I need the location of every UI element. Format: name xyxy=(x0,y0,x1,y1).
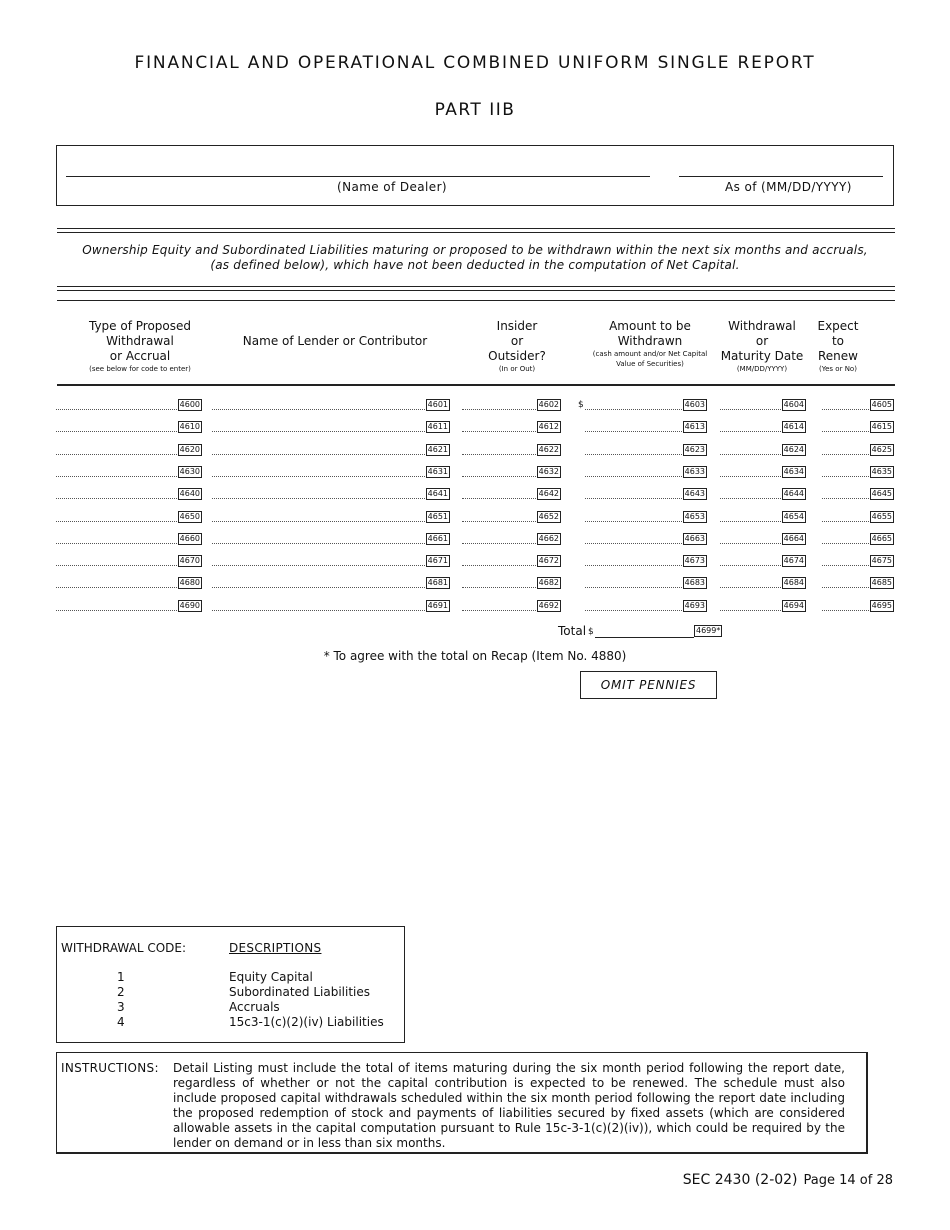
entry-underline xyxy=(212,521,425,522)
col-name-header xyxy=(210,334,460,349)
entry-underline xyxy=(720,610,781,611)
entry-underline xyxy=(462,610,536,611)
entry-underline xyxy=(822,498,869,499)
entry-lender-field[interactable] xyxy=(212,555,450,567)
entry-type-field[interactable] xyxy=(56,533,202,545)
item-code-box: 4612 xyxy=(538,422,559,432)
entry-date-field[interactable] xyxy=(720,488,806,500)
item-code-box: 4623 xyxy=(684,444,705,454)
item-code-box: 4600 xyxy=(179,400,200,409)
entry-underline xyxy=(56,454,177,455)
col-type-header xyxy=(70,319,210,374)
item-code-box: 4633 xyxy=(684,466,705,476)
instructions-label: INSTRUCTIONS: xyxy=(61,1061,159,1075)
item-code-box: 4641 xyxy=(427,489,448,499)
instructions-box xyxy=(56,1052,868,1154)
entry-underline xyxy=(720,565,781,566)
entry-insider-field[interactable] xyxy=(462,399,561,411)
entry-underline xyxy=(212,565,425,566)
item-code-box: 4663 xyxy=(684,533,705,543)
entry-insider-field[interactable] xyxy=(462,533,561,545)
item-code-box: 4640 xyxy=(179,489,200,499)
item-code-box: 4642 xyxy=(538,489,559,499)
item-code-box: 4693 xyxy=(684,600,705,610)
item-code-box: 4674 xyxy=(783,556,804,566)
item-code-box: 4671 xyxy=(427,556,448,566)
item-code-box: 4614 xyxy=(783,422,804,432)
col-header-line: or Accrual xyxy=(109,349,171,363)
item-code-box: 4644 xyxy=(783,489,804,499)
col-header-line: or xyxy=(510,334,524,348)
entry-underline xyxy=(462,409,536,410)
divider xyxy=(57,290,895,291)
entry-underline xyxy=(585,431,682,432)
item-code-box: 4622 xyxy=(538,444,559,454)
col-amount-header xyxy=(585,319,715,369)
entry-underline xyxy=(462,498,536,499)
col-date-header xyxy=(717,319,807,374)
agree-note: * To agree with the total on Recap (Item No. 4880) xyxy=(323,649,627,663)
entry-lender-field[interactable] xyxy=(212,444,450,456)
entry-amount-field[interactable] xyxy=(585,533,707,545)
divider xyxy=(57,228,895,229)
item-code-box: 4615 xyxy=(871,422,892,432)
item-code-box: 4673 xyxy=(684,556,705,566)
entry-insider-field[interactable] xyxy=(462,600,561,612)
item-code-box: 4692 xyxy=(538,600,559,610)
entry-type-field[interactable] xyxy=(56,466,202,478)
entry-type-field[interactable] xyxy=(56,488,202,500)
entry-underline xyxy=(720,587,781,588)
item-code-box: 4684 xyxy=(783,578,804,588)
entry-amount-field[interactable] xyxy=(585,511,707,523)
item-code-box: 4694 xyxy=(783,600,804,610)
item-code-box: 4634 xyxy=(783,466,804,476)
code-description: Equity Capital xyxy=(229,970,313,984)
entry-underline xyxy=(585,565,682,566)
col-header-hint: (MM/DD/YYYY) xyxy=(736,365,788,373)
item-code-box: 4654 xyxy=(783,511,804,521)
form-number: SEC 2430 (2-02) xyxy=(682,1172,798,1188)
item-code-box: 4681 xyxy=(427,578,448,588)
entry-underline xyxy=(822,454,869,455)
entry-renew-field[interactable] xyxy=(822,444,894,456)
col-header-hint: (Yes or No) xyxy=(819,365,857,373)
entry-underline xyxy=(212,476,425,477)
code-description: Subordinated Liabilities xyxy=(229,985,370,999)
entry-renew-field[interactable] xyxy=(822,488,894,500)
entry-type-field[interactable] xyxy=(56,421,202,433)
entry-underline xyxy=(56,565,177,566)
item-code-box: 4643 xyxy=(684,489,705,499)
code-number: 4 xyxy=(117,1015,125,1029)
entry-underline xyxy=(585,476,682,477)
item-code-box: 4611 xyxy=(427,422,448,432)
entry-underline xyxy=(462,543,536,544)
code-number: 1 xyxy=(117,970,125,984)
col-header-line: to xyxy=(831,334,845,348)
entry-underline xyxy=(56,431,177,432)
as-of-label: As of (MM/DD/YYYY) xyxy=(725,180,852,194)
divider xyxy=(57,286,895,287)
col-header-line: Withdrawal xyxy=(106,334,174,348)
item-code-box: 4650 xyxy=(179,511,200,521)
entry-underline xyxy=(462,476,536,477)
item-code-box: 4605 xyxy=(871,400,892,409)
entry-amount-field[interactable] xyxy=(585,555,707,567)
entry-underline xyxy=(212,431,425,432)
entry-underline xyxy=(822,431,869,432)
entry-underline xyxy=(720,521,781,522)
entry-type-field[interactable] xyxy=(56,600,202,612)
col-header-hint: (see below for code to enter) xyxy=(89,365,191,373)
entry-underline xyxy=(462,565,536,566)
item-code-box: 4601 xyxy=(427,400,448,409)
item-code-box: 4645 xyxy=(871,489,892,499)
entry-type-field[interactable] xyxy=(56,399,202,411)
entry-date-field[interactable] xyxy=(720,533,806,545)
code-description: 15c3-1(c)(2)(iv) Liabilities xyxy=(229,1015,384,1029)
entry-amount-field[interactable] xyxy=(585,421,707,433)
entry-renew-field[interactable] xyxy=(822,421,894,433)
entry-underline xyxy=(720,498,781,499)
page-number: Page 14 of 28 xyxy=(803,1173,893,1188)
item-code-box: 4652 xyxy=(538,511,559,521)
entry-amount-field[interactable] xyxy=(585,577,707,589)
entry-insider-field[interactable] xyxy=(462,488,561,500)
col-header-line: Withdrawn xyxy=(617,334,683,348)
entry-renew-field[interactable] xyxy=(822,555,894,567)
entry-lender-field[interactable] xyxy=(212,421,450,433)
total-code-box: 4699* xyxy=(696,626,721,635)
item-code-box: 4682 xyxy=(538,578,559,588)
entry-lender-field[interactable] xyxy=(212,466,450,478)
entry-underline xyxy=(212,587,425,588)
col-renew-header xyxy=(808,319,868,374)
item-code-box: 4653 xyxy=(684,511,705,521)
amount-dollar-sign: $ xyxy=(578,400,584,410)
entry-underline xyxy=(822,409,869,410)
entry-amount-field[interactable] xyxy=(585,444,707,456)
dealer-name-label: (Name of Dealer) xyxy=(337,180,447,194)
divider xyxy=(57,300,895,301)
entry-underline xyxy=(822,587,869,588)
entry-underline xyxy=(585,610,682,611)
entry-date-field[interactable] xyxy=(720,577,806,589)
entry-type-field[interactable] xyxy=(56,555,202,567)
entry-underline xyxy=(585,498,682,499)
item-code-box: 4691 xyxy=(427,600,448,610)
entry-underline xyxy=(462,454,536,455)
report-title: FINANCIAL AND OPERATIONAL COMBINED UNIFORM SINGLE REPORT xyxy=(134,53,816,73)
item-code-box: 4635 xyxy=(871,466,892,476)
entry-amount-field[interactable] xyxy=(585,600,707,612)
entry-insider-field[interactable] xyxy=(462,555,561,567)
entry-insider-field[interactable] xyxy=(462,511,561,523)
entry-underline xyxy=(212,409,425,410)
item-code-box: 4662 xyxy=(538,533,559,543)
entry-underline xyxy=(822,521,869,522)
item-code-box: 4651 xyxy=(427,511,448,521)
entry-insider-field[interactable] xyxy=(462,421,561,433)
entry-insider-field[interactable] xyxy=(462,444,561,456)
item-code-box: 4690 xyxy=(179,600,200,610)
entry-underline xyxy=(585,543,682,544)
dealer-box xyxy=(56,145,894,206)
entry-amount-field[interactable] xyxy=(585,488,707,500)
col-header-line: Insider xyxy=(496,319,538,333)
entry-date-field[interactable] xyxy=(720,444,806,456)
header-rule xyxy=(57,384,895,386)
item-code-box: 4660 xyxy=(179,533,200,543)
entry-lender-field[interactable] xyxy=(212,533,450,545)
entry-amount-field[interactable] xyxy=(585,399,707,411)
entry-underline xyxy=(822,610,869,611)
item-code-box: 4625 xyxy=(871,444,892,454)
item-code-box: 4602 xyxy=(538,400,559,409)
entry-renew-field[interactable] xyxy=(822,466,894,478)
code-number: 3 xyxy=(117,1000,125,1014)
code-description: Accruals xyxy=(229,1000,280,1014)
entry-renew-field[interactable] xyxy=(822,600,894,612)
col-header-line: Name of Lender or Contributor xyxy=(242,334,428,348)
item-code-box: 4604 xyxy=(783,400,804,409)
entry-underline xyxy=(56,476,177,477)
entry-underline xyxy=(822,476,869,477)
item-code-box: 4672 xyxy=(538,556,559,566)
entry-amount-field[interactable] xyxy=(585,466,707,478)
page-footer xyxy=(683,1172,893,1188)
item-code-box: 4603 xyxy=(684,400,705,409)
entry-underline xyxy=(720,409,781,410)
entry-renew-field[interactable] xyxy=(822,577,894,589)
item-code-box: 4685 xyxy=(871,578,892,588)
entry-renew-field[interactable] xyxy=(822,511,894,523)
entry-date-field[interactable] xyxy=(720,466,806,478)
col-header-line: Withdrawal xyxy=(728,319,796,333)
entry-date-field[interactable] xyxy=(720,421,806,433)
entry-lender-field[interactable] xyxy=(212,511,450,523)
entry-underline xyxy=(212,454,425,455)
item-code-box: 4680 xyxy=(179,578,200,588)
entry-underline xyxy=(56,587,177,588)
entry-type-field[interactable] xyxy=(56,511,202,523)
col-header-hint: (cash amount and/or Net Capital Value of Securities) xyxy=(592,350,708,368)
item-code-box: 4683 xyxy=(684,578,705,588)
item-code-box: 4665 xyxy=(871,533,892,543)
withdrawal-code-label: WITHDRAWAL CODE: xyxy=(61,941,187,955)
omit-pennies-box: OMIT PENNIES xyxy=(580,671,717,699)
item-code-box: 4621 xyxy=(427,444,448,454)
entry-lender-field[interactable] xyxy=(212,600,450,612)
item-code-box: 4695 xyxy=(871,600,892,610)
entry-underline xyxy=(720,543,781,544)
entry-underline xyxy=(462,587,536,588)
item-code-box: 4632 xyxy=(538,466,559,476)
item-code-box: 4664 xyxy=(783,533,804,543)
col-header-line: Amount to be xyxy=(609,319,691,333)
entry-underline xyxy=(56,498,177,499)
col-header-line: or xyxy=(755,334,769,348)
code-number: 2 xyxy=(117,985,125,999)
item-code-box: 4631 xyxy=(427,466,448,476)
entry-underline xyxy=(212,610,425,611)
col-header-line: Type of Proposed xyxy=(88,319,191,333)
col-insider-header xyxy=(466,319,568,374)
item-code-box: 4675 xyxy=(871,556,892,566)
entry-lender-field[interactable] xyxy=(212,577,450,589)
divider xyxy=(57,232,895,233)
as-of-date-field[interactable] xyxy=(679,176,883,177)
entry-date-field[interactable] xyxy=(720,399,806,411)
entry-underline xyxy=(585,454,682,455)
entry-renew-field[interactable] xyxy=(822,533,894,545)
total-field[interactable] xyxy=(595,637,694,638)
entry-underline xyxy=(56,521,177,522)
entry-underline xyxy=(585,521,682,522)
entry-underline xyxy=(56,543,177,544)
section-description: Ownership Equity and Subordinated Liabilities maturing or proposed to be withdrawn within the next six months and accruals, (as defined below), which have not been deducted in the computation of Net Capital. xyxy=(82,243,868,272)
col-header-line: Outsider? xyxy=(488,349,546,363)
entry-insider-field[interactable] xyxy=(462,466,561,478)
entry-underline xyxy=(585,409,682,410)
item-code-box: 4624 xyxy=(783,444,804,454)
entry-underline xyxy=(720,431,781,432)
entry-type-field[interactable] xyxy=(56,577,202,589)
col-header-line: Maturity Date xyxy=(720,349,804,363)
entry-underline xyxy=(585,587,682,588)
item-code-box: 4661 xyxy=(427,533,448,543)
withdrawal-code-box xyxy=(56,926,405,1043)
entry-date-field[interactable] xyxy=(720,600,806,612)
item-code-box: 4655 xyxy=(871,511,892,521)
entry-underline xyxy=(56,409,177,410)
item-code-box: 4610 xyxy=(179,422,200,432)
part-title: PART IIB xyxy=(434,100,516,120)
total-label: Total xyxy=(558,624,587,638)
entry-date-field[interactable] xyxy=(720,555,806,567)
entry-underline xyxy=(462,431,536,432)
total-dollar-sign: $ xyxy=(588,627,594,637)
item-code-box: 4620 xyxy=(179,444,200,454)
entry-type-field[interactable] xyxy=(56,444,202,456)
entry-lender-field[interactable] xyxy=(212,488,450,500)
item-code-box: 4670 xyxy=(179,556,200,566)
item-code-box: 4613 xyxy=(684,422,705,432)
entry-date-field[interactable] xyxy=(720,511,806,523)
entry-underline xyxy=(212,498,425,499)
descriptions-heading: DESCRIPTIONS xyxy=(229,941,322,955)
entry-underline xyxy=(822,543,869,544)
entry-renew-field[interactable] xyxy=(822,399,894,411)
entry-underline xyxy=(212,543,425,544)
entry-underline xyxy=(720,454,781,455)
item-code-box: 4630 xyxy=(179,466,200,476)
entry-underline xyxy=(56,610,177,611)
col-header-line: Expect xyxy=(817,319,859,333)
entry-insider-field[interactable] xyxy=(462,577,561,589)
dealer-name-field[interactable] xyxy=(66,176,650,177)
col-header-line: Renew xyxy=(818,349,858,363)
col-header-hint: (In or Out) xyxy=(498,365,536,373)
entry-underline xyxy=(720,476,781,477)
instructions-text: Detail Listing must include the total of items maturing during the six month period following the report date, regardless of whether or not the capital contribution is expected to be renewed. The schedule must also include proposed capital withdrawals scheduled within the six month period following the report date including the proposed redemption of stock and payments of liabilities secured by fixed assets (which are considered allowable assets in the capital computation pursuant to Rule 15c-3-1(c)(2)(iv)), which could be required by the lender on demand or in less than six months. xyxy=(173,1061,845,1150)
entry-underline xyxy=(462,521,536,522)
entry-underline xyxy=(822,565,869,566)
entry-lender-field[interactable] xyxy=(212,399,450,411)
